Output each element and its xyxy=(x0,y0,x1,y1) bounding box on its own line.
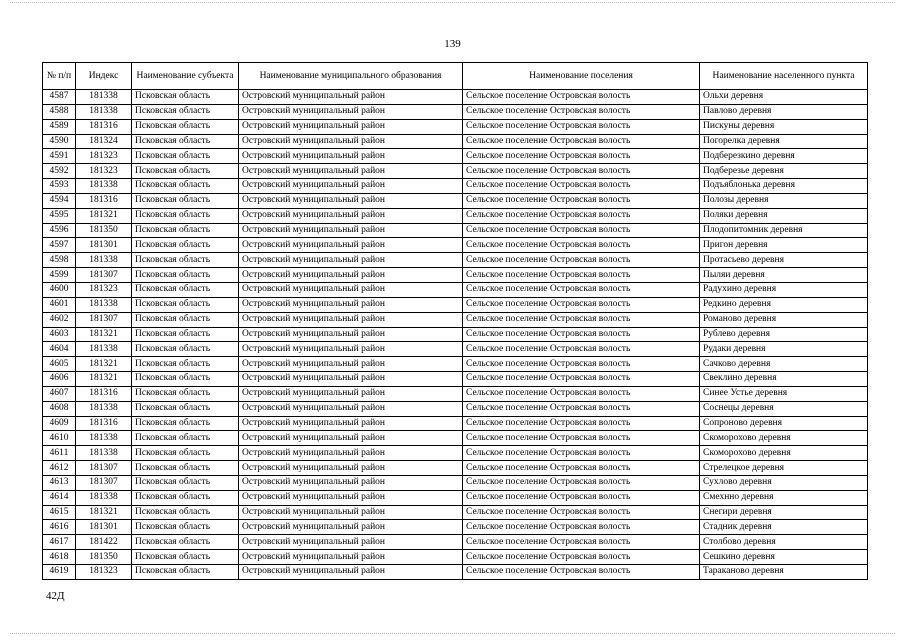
cell-settlement: Сельское поселение Островская волость xyxy=(463,520,700,535)
cell-settlement: Сельское поселение Островская волость xyxy=(463,119,700,134)
settlements-table xyxy=(42,62,868,580)
cell-municipality: Островский муниципальный район xyxy=(239,342,463,357)
cell-municipality: Островский муниципальный район xyxy=(239,357,463,372)
cell-locality: Свеклино деревня xyxy=(700,372,868,387)
header-settlement: Наименование поселения xyxy=(463,63,700,90)
cell-locality: Протасьево деревня xyxy=(700,253,868,268)
cell-number: 4612 xyxy=(43,461,76,476)
cell-number: 4613 xyxy=(43,475,76,490)
cell-index: 181323 xyxy=(76,149,132,164)
table-row xyxy=(43,520,868,535)
cell-number: 4610 xyxy=(43,431,76,446)
cell-locality: Подъяблонька деревня xyxy=(700,179,868,194)
table-header-row xyxy=(43,63,868,90)
header-index: Индекс xyxy=(76,63,132,90)
cell-municipality: Островский муниципальный район xyxy=(239,297,463,312)
cell-locality: Пискуны деревня xyxy=(700,119,868,134)
cell-number: 4603 xyxy=(43,327,76,342)
table-row xyxy=(43,179,868,194)
cell-settlement: Сельское поселение Островская волость xyxy=(463,312,700,327)
cell-subject: Псковская область xyxy=(132,416,239,431)
table-row xyxy=(43,461,868,476)
cell-locality: Скоморохово деревня xyxy=(700,446,868,461)
table-row xyxy=(43,238,868,253)
table-row xyxy=(43,104,868,119)
cell-subject: Псковская область xyxy=(132,208,239,223)
cell-number: 4590 xyxy=(43,134,76,149)
cell-locality: Романово деревня xyxy=(700,312,868,327)
cell-subject: Псковская область xyxy=(132,149,239,164)
cell-index: 181321 xyxy=(76,505,132,520)
cell-settlement: Сельское поселение Островская волость xyxy=(463,505,700,520)
cell-municipality: Островский муниципальный район xyxy=(239,238,463,253)
table-row xyxy=(43,357,868,372)
cell-settlement: Сельское поселение Островская волость xyxy=(463,282,700,297)
cell-municipality: Островский муниципальный район xyxy=(239,490,463,505)
cell-number: 4601 xyxy=(43,297,76,312)
cell-number: 4614 xyxy=(43,490,76,505)
cell-index: 181301 xyxy=(76,520,132,535)
cell-index: 181307 xyxy=(76,475,132,490)
table-row xyxy=(43,164,868,179)
cell-index: 181307 xyxy=(76,312,132,327)
table-row xyxy=(43,431,868,446)
cell-settlement: Сельское поселение Островская волость xyxy=(463,401,700,416)
cell-subject: Псковская область xyxy=(132,312,239,327)
table-row xyxy=(43,535,868,550)
cell-number: 4588 xyxy=(43,104,76,119)
table-row xyxy=(43,386,868,401)
cell-subject: Псковская область xyxy=(132,401,239,416)
header-number: № п/п xyxy=(43,63,76,90)
table-row xyxy=(43,253,868,268)
cell-number: 4616 xyxy=(43,520,76,535)
table-row xyxy=(43,550,868,565)
cell-index: 181324 xyxy=(76,134,132,149)
cell-locality: Тараканово деревня xyxy=(700,565,868,580)
cell-locality: Подберезкино деревня xyxy=(700,149,868,164)
cell-locality: Пыляи деревня xyxy=(700,268,868,283)
bottom-scan-edge xyxy=(10,633,895,634)
cell-locality: Пригон деревня xyxy=(700,238,868,253)
cell-index: 181316 xyxy=(76,119,132,134)
table-row xyxy=(43,282,868,297)
cell-subject: Псковская область xyxy=(132,490,239,505)
header-locality: Наименование населенного пункта xyxy=(700,63,868,90)
cell-number: 4608 xyxy=(43,401,76,416)
header-subject: Наименование субъекта xyxy=(132,63,239,90)
cell-locality: Рудаки деревня xyxy=(700,342,868,357)
table-row xyxy=(43,475,868,490)
cell-settlement: Сельское поселение Островская волость xyxy=(463,238,700,253)
cell-settlement: Сельское поселение Островская волость xyxy=(463,223,700,238)
cell-subject: Псковская область xyxy=(132,520,239,535)
cell-settlement: Сельское поселение Островская волость xyxy=(463,550,700,565)
table-row xyxy=(43,149,868,164)
cell-locality: Радухино деревня xyxy=(700,282,868,297)
cell-locality: Сешкино деревня xyxy=(700,550,868,565)
cell-municipality: Островский муниципальный район xyxy=(239,208,463,223)
table-row xyxy=(43,134,868,149)
cell-subject: Псковская область xyxy=(132,268,239,283)
cell-municipality: Островский муниципальный район xyxy=(239,550,463,565)
cell-index: 181316 xyxy=(76,193,132,208)
cell-municipality: Островский муниципальный район xyxy=(239,193,463,208)
cell-index: 181422 xyxy=(76,535,132,550)
cell-subject: Псковская область xyxy=(132,357,239,372)
table-row xyxy=(43,297,868,312)
cell-index: 181321 xyxy=(76,372,132,387)
cell-index: 181338 xyxy=(76,446,132,461)
cell-index: 181338 xyxy=(76,490,132,505)
cell-settlement: Сельское поселение Островская волость xyxy=(463,149,700,164)
table-row xyxy=(43,312,868,327)
cell-locality: Погорелка деревня xyxy=(700,134,868,149)
cell-settlement: Сельское поселение Островская волость xyxy=(463,327,700,342)
cell-locality: Полозы деревня xyxy=(700,193,868,208)
cell-index: 181338 xyxy=(76,401,132,416)
cell-index: 181323 xyxy=(76,282,132,297)
cell-locality: Редкино деревня xyxy=(700,297,868,312)
cell-subject: Псковская область xyxy=(132,475,239,490)
cell-locality: Павлово деревня xyxy=(700,104,868,119)
cell-number: 4589 xyxy=(43,119,76,134)
cell-number: 4587 xyxy=(43,90,76,105)
cell-settlement: Сельское поселение Островская волость xyxy=(463,446,700,461)
cell-index: 181338 xyxy=(76,342,132,357)
cell-locality: Соснецы деревня xyxy=(700,401,868,416)
cell-number: 4604 xyxy=(43,342,76,357)
cell-municipality: Островский муниципальный район xyxy=(239,386,463,401)
cell-municipality: Островский муниципальный район xyxy=(239,312,463,327)
cell-settlement: Сельское поселение Островская волость xyxy=(463,104,700,119)
cell-index: 181307 xyxy=(76,268,132,283)
cell-number: 4600 xyxy=(43,282,76,297)
cell-municipality: Островский муниципальный район xyxy=(239,520,463,535)
cell-settlement: Сельское поселение Островская волость xyxy=(463,90,700,105)
cell-locality: Рублево деревня xyxy=(700,327,868,342)
header-municipality: Наименование муниципального образования xyxy=(239,63,463,90)
cell-municipality: Островский муниципальный район xyxy=(239,223,463,238)
cell-subject: Псковская область xyxy=(132,282,239,297)
cell-number: 4617 xyxy=(43,535,76,550)
cell-subject: Псковская область xyxy=(132,461,239,476)
cell-municipality: Островский муниципальный район xyxy=(239,446,463,461)
cell-subject: Псковская область xyxy=(132,446,239,461)
cell-subject: Псковская область xyxy=(132,505,239,520)
cell-municipality: Островский муниципальный район xyxy=(239,282,463,297)
cell-index: 181338 xyxy=(76,179,132,194)
cell-locality: Смехнно деревня xyxy=(700,490,868,505)
cell-number: 4599 xyxy=(43,268,76,283)
cell-subject: Псковская область xyxy=(132,386,239,401)
table-row xyxy=(43,490,868,505)
cell-subject: Псковская область xyxy=(132,223,239,238)
table-row xyxy=(43,223,868,238)
cell-number: 4619 xyxy=(43,565,76,580)
cell-index: 181316 xyxy=(76,386,132,401)
cell-index: 181301 xyxy=(76,238,132,253)
top-scan-edge xyxy=(10,2,895,3)
cell-settlement: Сельское поселение Островская волость xyxy=(463,372,700,387)
cell-subject: Псковская область xyxy=(132,565,239,580)
footer-code: 42Д xyxy=(46,590,65,602)
cell-subject: Псковская область xyxy=(132,238,239,253)
cell-number: 4606 xyxy=(43,372,76,387)
cell-index: 181316 xyxy=(76,416,132,431)
cell-municipality: Островский муниципальный район xyxy=(239,416,463,431)
table-row xyxy=(43,268,868,283)
cell-locality: Плодопитомник деревня xyxy=(700,223,868,238)
cell-locality: Синее Устье деревня xyxy=(700,386,868,401)
cell-subject: Псковская область xyxy=(132,431,239,446)
cell-municipality: Островский муниципальный район xyxy=(239,253,463,268)
cell-settlement: Сельское поселение Островская волость xyxy=(463,268,700,283)
table-row xyxy=(43,565,868,580)
table-row xyxy=(43,505,868,520)
cell-number: 4592 xyxy=(43,164,76,179)
cell-settlement: Сельское поселение Островская волость xyxy=(463,535,700,550)
table-row xyxy=(43,401,868,416)
cell-number: 4618 xyxy=(43,550,76,565)
cell-municipality: Островский муниципальный район xyxy=(239,401,463,416)
cell-subject: Псковская область xyxy=(132,164,239,179)
cell-municipality: Островский муниципальный район xyxy=(239,164,463,179)
cell-number: 4605 xyxy=(43,357,76,372)
cell-index: 181323 xyxy=(76,164,132,179)
cell-settlement: Сельское поселение Островская волость xyxy=(463,193,700,208)
cell-number: 4595 xyxy=(43,208,76,223)
cell-number: 4607 xyxy=(43,386,76,401)
cell-number: 4597 xyxy=(43,238,76,253)
cell-settlement: Сельское поселение Островская волость xyxy=(463,386,700,401)
cell-locality: Скоморохово деревня xyxy=(700,431,868,446)
cell-municipality: Островский муниципальный район xyxy=(239,461,463,476)
cell-settlement: Сельское поселение Островская волость xyxy=(463,475,700,490)
cell-locality: Снегири деревня xyxy=(700,505,868,520)
table-row xyxy=(43,193,868,208)
cell-settlement: Сельское поселение Островская волость xyxy=(463,342,700,357)
table-row xyxy=(43,208,868,223)
cell-municipality: Островский муниципальный район xyxy=(239,327,463,342)
cell-index: 181350 xyxy=(76,550,132,565)
cell-subject: Псковская область xyxy=(132,297,239,312)
cell-municipality: Островский муниципальный район xyxy=(239,268,463,283)
cell-index: 181338 xyxy=(76,104,132,119)
table-row xyxy=(43,90,868,105)
cell-subject: Псковская область xyxy=(132,327,239,342)
cell-subject: Псковская область xyxy=(132,535,239,550)
cell-locality: Сопроново деревня xyxy=(700,416,868,431)
cell-municipality: Островский муниципальный район xyxy=(239,119,463,134)
cell-subject: Псковская область xyxy=(132,253,239,268)
cell-subject: Псковская область xyxy=(132,179,239,194)
cell-index: 181338 xyxy=(76,253,132,268)
cell-locality: Подберезье деревня xyxy=(700,164,868,179)
cell-settlement: Сельское поселение Островская волость xyxy=(463,253,700,268)
cell-settlement: Сельское поселение Островская волость xyxy=(463,208,700,223)
cell-number: 4591 xyxy=(43,149,76,164)
cell-settlement: Сельское поселение Островская волость xyxy=(463,134,700,149)
cell-subject: Псковская область xyxy=(132,550,239,565)
cell-locality: Поляки деревня xyxy=(700,208,868,223)
table-row xyxy=(43,446,868,461)
cell-subject: Псковская область xyxy=(132,134,239,149)
cell-municipality: Островский муниципальный район xyxy=(239,134,463,149)
table-row xyxy=(43,342,868,357)
table-body xyxy=(43,90,868,580)
cell-subject: Псковская область xyxy=(132,104,239,119)
cell-number: 4609 xyxy=(43,416,76,431)
cell-settlement: Сельское поселение Островская волость xyxy=(463,179,700,194)
cell-settlement: Сельское поселение Островская волость xyxy=(463,490,700,505)
cell-municipality: Островский муниципальный район xyxy=(239,565,463,580)
cell-index: 181338 xyxy=(76,90,132,105)
cell-number: 4611 xyxy=(43,446,76,461)
cell-index: 181307 xyxy=(76,461,132,476)
cell-municipality: Островский муниципальный район xyxy=(239,90,463,105)
cell-locality: Сачково деревня xyxy=(700,357,868,372)
cell-subject: Псковская область xyxy=(132,119,239,134)
cell-locality: Столбово деревня xyxy=(700,535,868,550)
cell-index: 181321 xyxy=(76,327,132,342)
cell-index: 181338 xyxy=(76,297,132,312)
cell-locality: Стрелецкое деревня xyxy=(700,461,868,476)
cell-settlement: Сельское поселение Островская волость xyxy=(463,357,700,372)
cell-number: 4593 xyxy=(43,179,76,194)
cell-municipality: Островский муниципальный район xyxy=(239,505,463,520)
cell-municipality: Островский муниципальный район xyxy=(239,535,463,550)
cell-subject: Псковская область xyxy=(132,342,239,357)
cell-subject: Псковская область xyxy=(132,372,239,387)
cell-municipality: Островский муниципальный район xyxy=(239,179,463,194)
cell-index: 181323 xyxy=(76,565,132,580)
cell-index: 181350 xyxy=(76,223,132,238)
table-row xyxy=(43,416,868,431)
cell-municipality: Островский муниципальный район xyxy=(239,104,463,119)
cell-settlement: Сельское поселение Островская волость xyxy=(463,431,700,446)
cell-municipality: Островский муниципальный район xyxy=(239,431,463,446)
cell-number: 4602 xyxy=(43,312,76,327)
cell-number: 4594 xyxy=(43,193,76,208)
cell-number: 4596 xyxy=(43,223,76,238)
cell-settlement: Сельское поселение Островская волость xyxy=(463,164,700,179)
table-row xyxy=(43,372,868,387)
cell-municipality: Островский муниципальный район xyxy=(239,475,463,490)
cell-locality: Сухлово деревня xyxy=(700,475,868,490)
cell-municipality: Островский муниципальный район xyxy=(239,149,463,164)
cell-municipality: Островский муниципальный район xyxy=(239,372,463,387)
cell-locality: Ольхи деревня xyxy=(700,90,868,105)
cell-locality: Стадник деревня xyxy=(700,520,868,535)
cell-index: 181321 xyxy=(76,357,132,372)
page-number: 139 xyxy=(444,38,461,50)
cell-subject: Псковская область xyxy=(132,193,239,208)
table-row xyxy=(43,119,868,134)
cell-index: 181321 xyxy=(76,208,132,223)
cell-settlement: Сельское поселение Островская волость xyxy=(463,461,700,476)
cell-number: 4615 xyxy=(43,505,76,520)
cell-number: 4598 xyxy=(43,253,76,268)
cell-settlement: Сельское поселение Островская волость xyxy=(463,416,700,431)
table-row xyxy=(43,327,868,342)
cell-settlement: Сельское поселение Островская волость xyxy=(463,297,700,312)
cell-settlement: Сельское поселение Островская волость xyxy=(463,565,700,580)
cell-index: 181338 xyxy=(76,431,132,446)
cell-subject: Псковская область xyxy=(132,90,239,105)
